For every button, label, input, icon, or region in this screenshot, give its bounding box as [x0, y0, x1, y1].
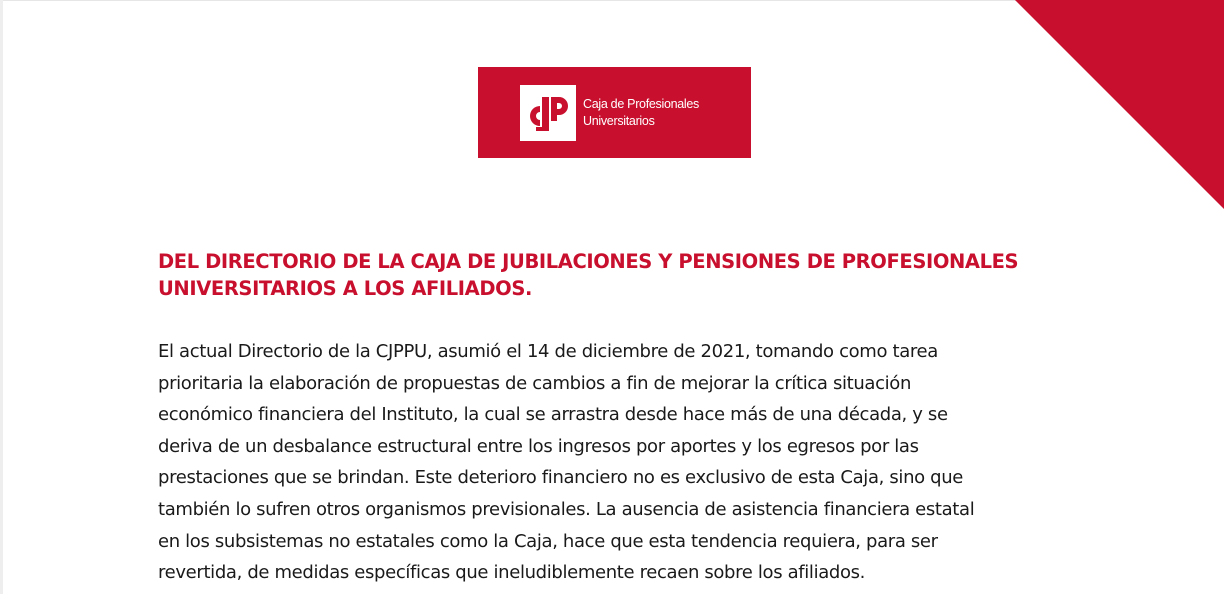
document-heading [158, 248, 1058, 302]
heading-line-2: UNIVERSITARIOS A LOS AFILIADOS. [158, 277, 532, 300]
logo-line-1: Caja de Profesionales [583, 96, 699, 111]
document-body-paragraph [158, 336, 1058, 589]
page-left-border [0, 0, 3, 594]
cjppu-logo [478, 67, 751, 158]
body-line-8: revertida, de medidas específicas que ineludiblemente recaen sobre los afiliados. [158, 562, 866, 584]
body-line-4: deriva de un desbalance estructural entre los ingresos por aportes y los egresos por las [158, 435, 919, 457]
body-line-3: económico financiera del Instituto, la cual se arrastra desde hace más de una década, y se [158, 404, 948, 426]
cjp-monogram-icon [520, 85, 576, 141]
cjp-monogram-graphic [526, 91, 570, 135]
logo-wordmark [583, 96, 699, 130]
corner-triangle-shape [1015, 0, 1224, 209]
logo-line-2: Universitarios [583, 113, 655, 128]
body-line-5: prestaciones que se brindan. Este deterioro financiero no es exclusivo de esta Caja, sino que [158, 467, 964, 489]
body-line-1: El actual Directorio de la CJPPU, asumió el 14 de diciembre de 2021, tomando como tarea [158, 341, 938, 362]
body-line-2: prioritaria la elaboración de propuestas de cambios a fin de mejorar la crítica situación [158, 372, 912, 394]
heading-line-1: DEL DIRECTORIO DE LA CAJA DE JUBILACIONES Y PENSIONES DE PROFESIONALES [158, 250, 1019, 273]
body-line-6: también lo sufren otros organismos previsionales. La ausencia de asistencia financiera estatal [158, 498, 975, 520]
corner-triangle-decoration [1015, 0, 1224, 209]
body-line-7: en los subsistemas no estatales como la Caja, hace que esta tendencia requiera, para ser [158, 530, 938, 552]
